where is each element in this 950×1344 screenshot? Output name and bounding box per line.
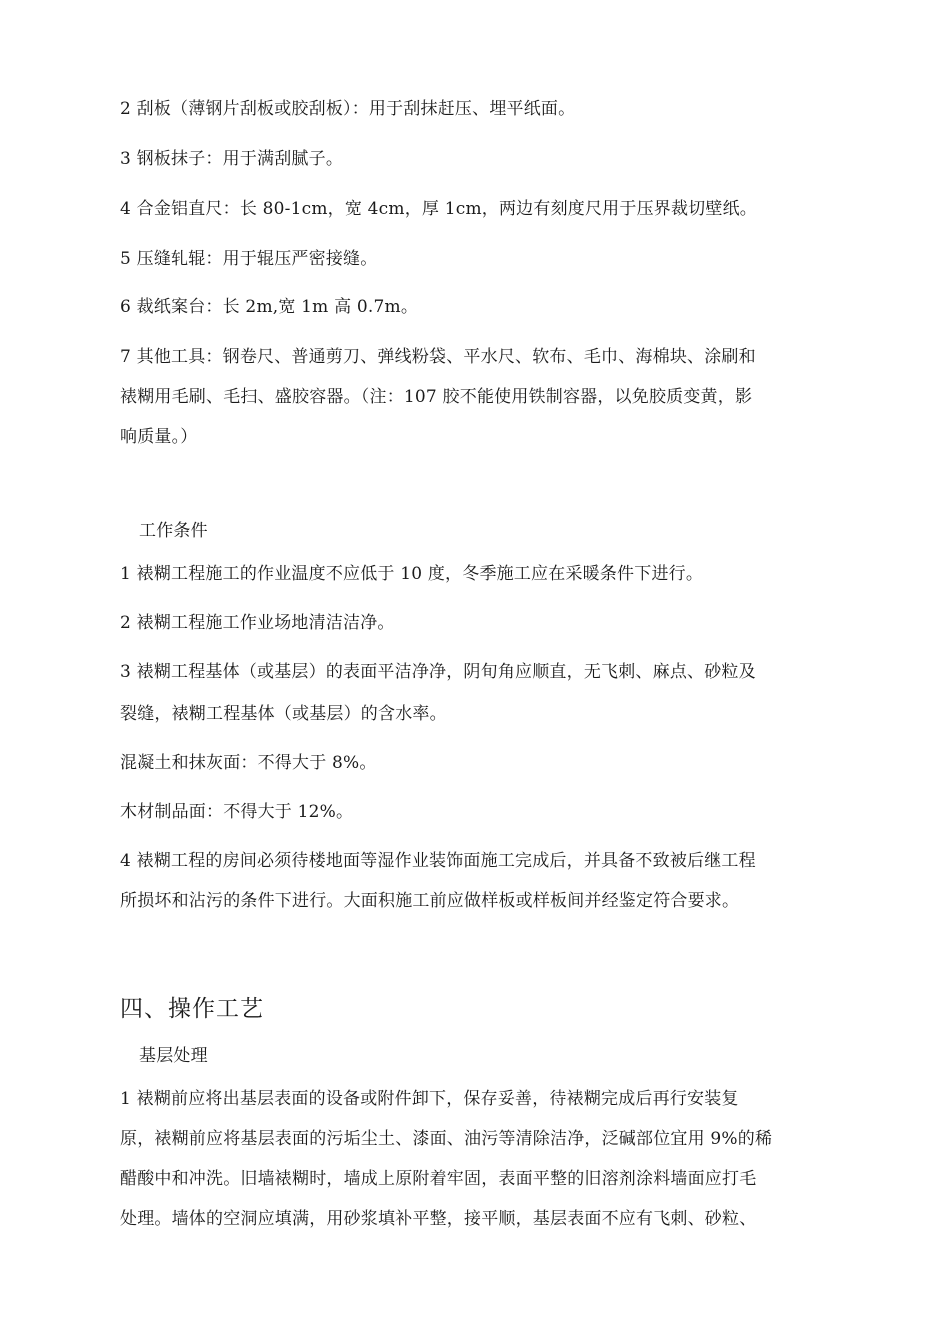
- tool-item-7-line3: 响质量。）: [120, 427, 198, 447]
- work-condition-4-line1: 4 裱糊工程的房间必须待楼地面等湿作业装饰面施工完成后，并具备不致被后继工程: [120, 851, 756, 871]
- base-treatment-line3: 醋酸中和冲洗。旧墙裱糊时，墙成上原附着牢固，表面平整的旧溶剂涂料墙面应打毛: [120, 1169, 757, 1189]
- tool-item-5: 5 压缝轧辊：用于辊压严密接缝。: [120, 249, 378, 269]
- tool-item-3: 3 钢板抹子：用于满刮腻子。: [120, 149, 344, 169]
- base-treatment-line1: 1 裱糊前应将出基层表面的设备或附件卸下，保存妥善，待裱糊完成后再行安装复: [120, 1089, 739, 1109]
- work-condition-3-line1: 3 裱糊工程基体（或基层）的表面平洁净净，阴旬角应顺直，无飞刺、麻点、砂粒及: [120, 662, 756, 682]
- base-treatment-line4: 处理。墙体的空洞应填满，用砂浆填补平整，接平顺，基层表面不应有飞刺、砂粒、: [120, 1209, 757, 1229]
- base-treatment-heading: 基层处理: [139, 1046, 208, 1066]
- work-condition-1: 1 裱糊工程施工的作业温度不应低于 10 度，冬季施工应在采暖条件下进行。: [120, 564, 704, 584]
- work-conditions-heading: 工作条件: [139, 521, 208, 541]
- tool-item-4: 4 合金铝直尺：长 80-1cm，宽 4cm，厚 1cm，两边有刻度尺用于压界裁切壁纸。: [120, 199, 757, 219]
- wood-moisture: 木材制品面：不得大于 12%。: [120, 802, 354, 822]
- base-treatment-line2: 原，裱糊前应将基层表面的污垢尘土、漆面、油污等清除洁净，泛碱部位宜用 9%的稀: [120, 1129, 773, 1149]
- tool-item-6: 6 裁纸案台：长 2m,宽 1m 高 0.7m。: [120, 297, 419, 317]
- work-condition-4-line2: 所损坏和沾污的条件下进行。大面积施工前应做样板或样板间并经鉴定符合要求。: [120, 891, 740, 911]
- tool-item-7-line2: 裱糊用毛刷、毛扫、盛胶容器。（注：107 胶不能使用铁制容器，以免胶质变黄，影: [120, 387, 753, 407]
- tool-item-7-line1: 7 其他工具：钢卷尺、普通剪刀、弹线粉袋、平水尺、软布、毛巾、海棉块、涂刷和: [120, 347, 756, 367]
- work-condition-2: 2 裱糊工程施工作业场地清洁洁净。: [120, 613, 395, 633]
- work-condition-3-line2: 裂缝，裱糊工程基体（或基层）的含水率。: [120, 704, 447, 724]
- section-4-heading: 四、操作工艺: [120, 996, 264, 1022]
- concrete-moisture: 混凝土和抹灰面：不得大于 8%。: [120, 753, 377, 773]
- tool-item-2: 2 刮板（薄钢片刮板或胶刮板）：用于刮抹赶压、埋平纸面。: [120, 99, 576, 119]
